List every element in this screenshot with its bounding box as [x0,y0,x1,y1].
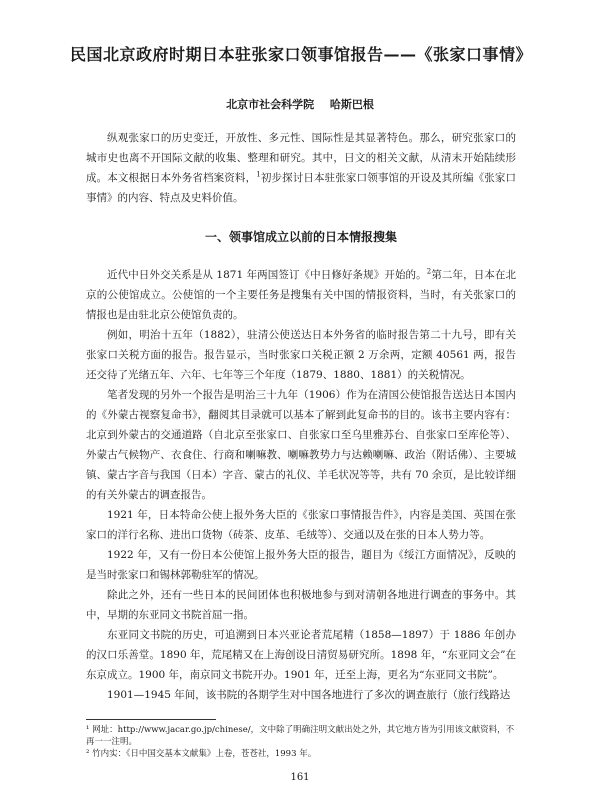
body-paragraph-7: 东亚同文书院的历史，可追溯到日本兴亚论者荒尾精（1858—1897）于 1886 年创办的汉口乐善堂。1890 年，荒尾精又在上海创设日清贸易研究所。1898 年，“东亚同文会”在东京成立。1900 年，南京同文书院开办。1901 年，迁至上海，更名为“东亚同文书院”。 [86,629,516,681]
footnote-divider [86,719,216,720]
paper-title: 民国北京政府时期日本驻张家口领事馆报告——《张家口事情》 [70,45,533,64]
abstract [86,128,516,208]
body-text [86,265,516,705]
body-paragraph-6: 除此之外，还有一些日本的民间团体也积极地参与到对清朝各地进行调查的事务中。其中，早期的东亚同文书院首屈一指。 [86,589,516,621]
body-paragraph-3: 笔者发现的另外一个报告是明治三十九年（1906）作为在清国公使馆报告送达日本国内的《外蒙古视察复命书》，翻阅其目录就可以基本了解到此复命书的目的。该书主要内容有：北京到外蒙古的交通道路（自北京至张家口、自张家口至乌里雅苏台、自张家口至库伦等）、外蒙古气候物产、衣食住、行商和喇嘛教、喇嘛教势力与达赖喇嘛、政治（附话佛）、主要城镇、蒙古字音与我国（日本）字音、蒙古的礼仪、羊毛状况等等，共有 70 余页，是比较详细的有关外蒙古的调查报告。 [86,389,516,501]
body-paragraph-8: 1901—1945 年间，该书院的各期学生对中国各地进行了多次的调查旅行（旅行线路达 [107,689,511,701]
footnote-1: ¹ 网址：http://www.jacar.go.jp/chinese/，文中除了明确注明文献出处之外，其它地方皆为引用该文献资料，不再一一注明。 [86,725,515,747]
footnote-ref-2[interactable]: 2 [426,267,432,276]
section-heading: 一、领事馆成立以前的日本情报搜集 [204,230,397,244]
footnote-ref-1[interactable]: 1 [256,170,261,179]
body-paragraph-2: 例如，明治十五年（1882），驻清公使送达日本外务省的临时报告第二十九号，即有关张家口关税方面的报告。报告显示，当时张家口关税正额 2 万余两，定额 40561 两，报告还交待了光绪五年、六年、七年等三个年度（1879、1880、1881）的关税情况。 [86,329,516,381]
footnote-2: ² 竹内实：《日中国交基本文献集》上卷，苍苍社，1993 年。 [86,749,317,759]
abstract-paragraph: 纵观张家口的历史变迁，开放性、多元性、国际性是其显著特色。那么，研究张家口的城市史也离不开国际文献的收集、整理和研究。其中，日文的相关文献，从清末开始陆续形成。本文根据日本外务省档案资料，$^1$初步探讨日本驻张家口领事馆的开设及其所编《张家口事情》的内容、特点及史料价值。 [86,132,517,204]
body-paragraph-5: 1922 年，又有一份日本公使馆上报外务大臣的报告，题目为《绥江方面情况》，反映的是当时张家口和锡林郭勒驻军的情况。 [86,549,516,581]
footnotes [86,724,516,760]
author-organization: 北京市社会科学院 [226,98,315,111]
page-number: 161 [290,772,310,783]
body-paragraph-1: 近代中日外交关系是从 1871 年两国签订《中日修好条规》开始的。$^2$第二年，日本在北京的公使馆成立。公使馆的一个主要任务是搜集有关中国的情报资料，当时，有关张家口的情报也是由驻北京公使馆负责的。 [86,267,517,321]
author-line [70,96,530,112]
body-paragraph-4: 1921 年，日本特命公使上报外务大臣的《张家口事情报告件》，内容是美国、英国在张家口的洋行名称、进出口货物（砖茶、皮革、毛绒等）、交通以及在张的日本人势力等。 [86,509,516,541]
author-name: 哈斯巴根 [329,98,374,111]
